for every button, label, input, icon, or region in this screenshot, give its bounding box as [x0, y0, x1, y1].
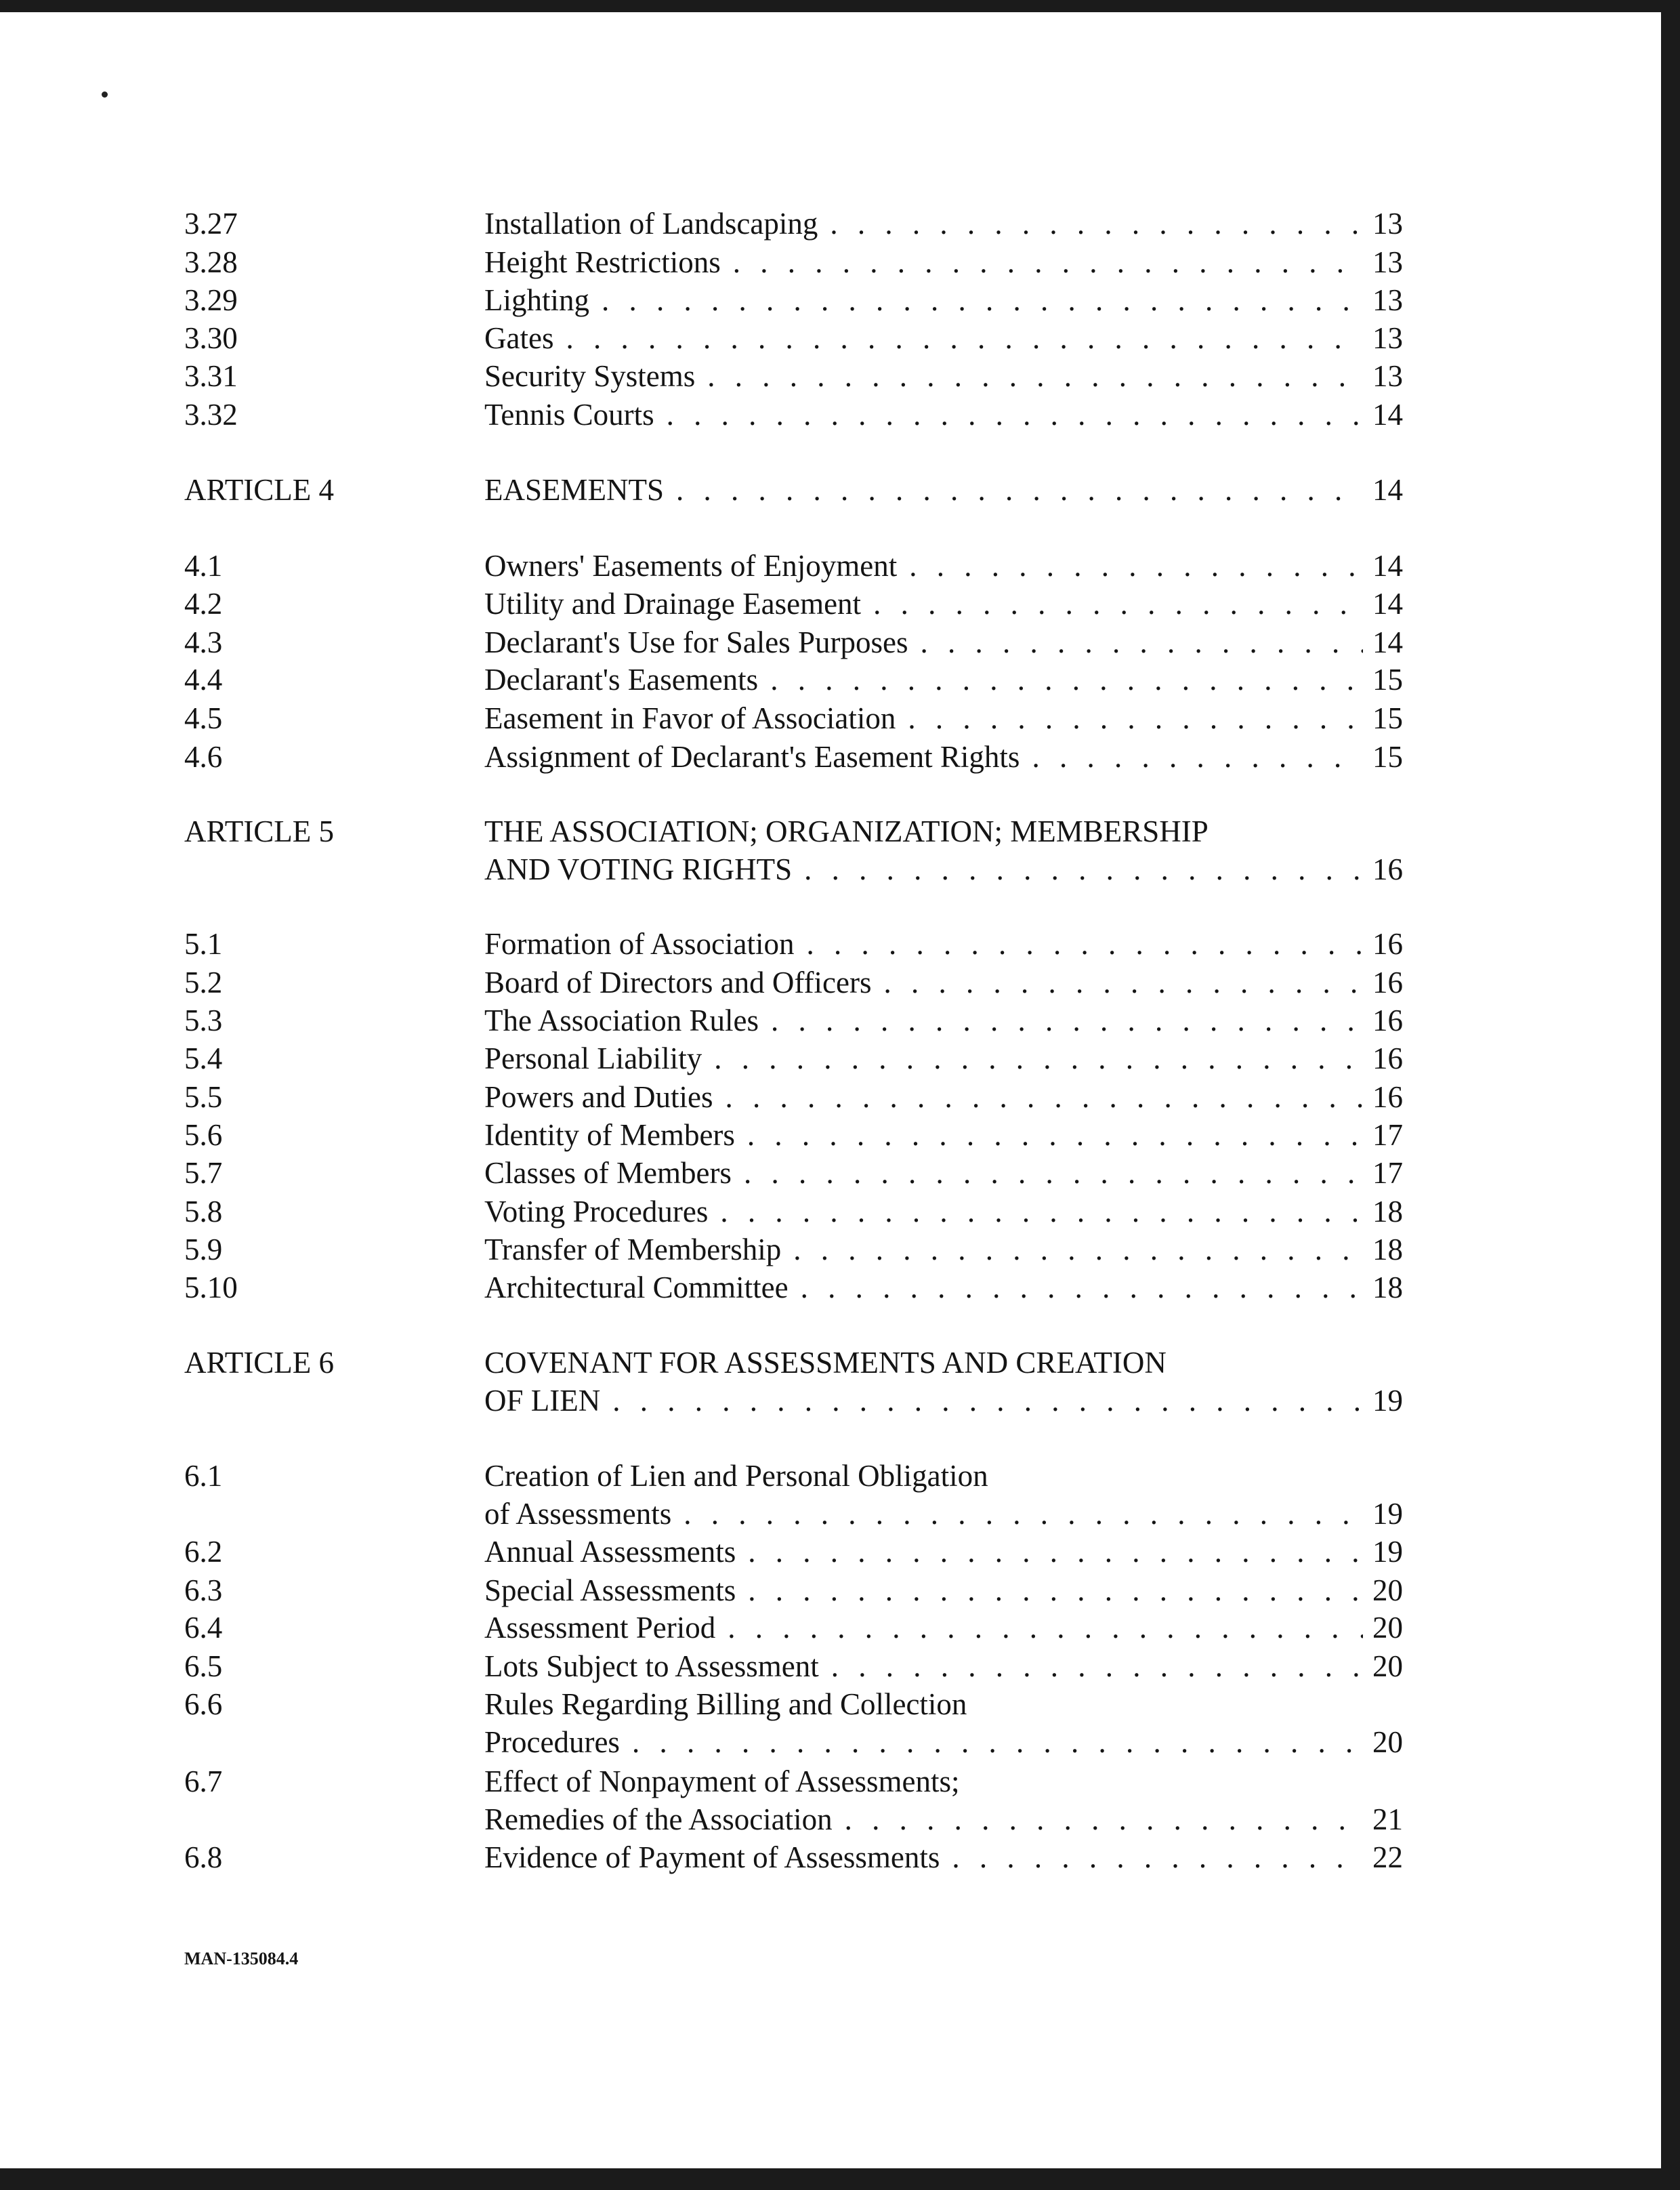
toc-entry-page: 14 [1372, 587, 1403, 621]
toc-entry-page: 17 [1372, 1118, 1403, 1152]
toc-entry-title-line1: Rules Regarding Billing and Collection [484, 1687, 967, 1721]
toc-entry-page: 20 [1372, 1573, 1403, 1607]
toc-entry-page: 18 [1372, 1233, 1403, 1266]
toc-entry-line [484, 545, 1403, 586]
dot-leader [667, 394, 1363, 435]
toc-entry-title: Declarant's Use for Sales Purposes [484, 625, 908, 659]
toc-entry-page: 14 [1372, 398, 1403, 432]
toc-entry [0, 924, 1680, 964]
dot-leader [771, 1000, 1363, 1041]
toc-entry-number: 5.5 [184, 1080, 223, 1114]
toc-entry-page: 22 [1372, 1840, 1403, 1874]
toc-entry-title: Voting Procedures [484, 1195, 709, 1228]
toc-entry-line [484, 1837, 1403, 1878]
toc-entry [0, 470, 1680, 510]
dot-leader [806, 924, 1363, 964]
toc-entry-number: 6.6 [184, 1687, 223, 1721]
toc-entry-number: 6.5 [184, 1649, 223, 1683]
toc-entry-page: 13 [1372, 283, 1403, 317]
toc-entry-number: 4.5 [184, 701, 223, 735]
toc-entry [0, 1115, 1680, 1155]
toc-entry-title: Architectural Committee [484, 1270, 789, 1304]
toc-entry-title: Classes of Members [484, 1156, 732, 1190]
dot-leader [612, 1380, 1363, 1421]
toc-entry-number: 3.29 [184, 283, 238, 317]
toc-entry-line [484, 470, 1403, 510]
toc-entry-page: 19 [1372, 1497, 1403, 1531]
dot-leader [873, 583, 1363, 624]
toc-entry-title: Gates [484, 321, 554, 355]
toc-entry-line [484, 1229, 1403, 1270]
toc-entry-line [484, 1000, 1403, 1041]
dot-leader [909, 545, 1363, 586]
toc-entry [0, 1646, 1680, 1687]
dot-leader [804, 849, 1363, 890]
toc-entry-title: of Assessments [484, 1497, 672, 1531]
toc-entry-title-line1: Effect of Nonpayment of Assessments; [484, 1764, 960, 1798]
toc-entry-title: Tennis Courts [484, 398, 654, 432]
toc-entry-title: Evidence of Payment of Assessments [484, 1840, 940, 1874]
dot-leader [770, 659, 1363, 700]
toc-entry-line [484, 1038, 1403, 1079]
toc-entry [0, 1346, 1680, 1421]
toc-entry-page: 21 [1372, 1802, 1403, 1836]
toc-entry-line [484, 737, 1403, 777]
dot-leader [725, 1077, 1363, 1117]
toc-entry-page: 16 [1372, 1041, 1403, 1075]
toc-entry-number: 6.3 [184, 1573, 223, 1607]
toc-entry-line [484, 356, 1403, 396]
toc-entry-number: 5.1 [184, 927, 223, 961]
toc-entry-number: 6.4 [184, 1611, 223, 1645]
toc-entry-number: 5.6 [184, 1118, 223, 1152]
toc-entry-title-line1: THE ASSOCIATION; ORGANIZATION; MEMBERSHIP [484, 814, 1209, 848]
toc-entry-line [484, 962, 1403, 1003]
toc-entry-title-line1: COVENANT FOR ASSESSMENTS AND CREATION [484, 1346, 1167, 1380]
document-code: MAN-135084.4 [184, 1949, 299, 1968]
dot-leader [714, 1038, 1363, 1079]
toc-entry-line [484, 242, 1403, 283]
toc-entry-line [484, 394, 1403, 435]
toc-entry-title: Personal Liability [484, 1041, 702, 1075]
toc-entry-title: OF LIEN [484, 1384, 601, 1418]
toc-entry-page: 18 [1372, 1270, 1403, 1304]
toc-entry [0, 1267, 1680, 1308]
dot-leader [632, 1722, 1363, 1762]
toc-entry-line [484, 1531, 1403, 1572]
dot-leader [747, 1115, 1363, 1155]
dot-leader [793, 1229, 1363, 1270]
toc-entry-line [484, 1191, 1403, 1232]
toc-entry-line [484, 1267, 1403, 1308]
toc-entry [0, 659, 1680, 700]
toc-entry-page: 14 [1372, 625, 1403, 659]
toc-entry-title: Owners' Easements of Enjoyment [484, 549, 898, 583]
toc-entry [0, 1687, 1680, 1762]
toc-entry-page: 19 [1372, 1535, 1403, 1569]
toc-entry-title: Remedies of the Association [484, 1802, 833, 1836]
toc-entry-title: Security Systems [484, 359, 696, 393]
toc-entry-page: 20 [1372, 1725, 1403, 1759]
toc-entry [0, 1191, 1680, 1232]
dot-leader [952, 1837, 1363, 1878]
toc-entry [0, 622, 1680, 663]
toc-entry-page: 16 [1372, 927, 1403, 961]
toc-entry-line [484, 1570, 1403, 1611]
dot-leader [748, 1531, 1363, 1572]
toc-entry-page: 19 [1372, 1384, 1403, 1418]
toc-entry-number: 5.4 [184, 1041, 223, 1075]
toc-entry-number: ARTICLE 4 [184, 473, 335, 507]
toc-entry-title: Assessment Period [484, 1611, 716, 1645]
toc-entry-title: Formation of Association [484, 927, 795, 961]
dot-leader [744, 1153, 1363, 1193]
dot-leader [883, 962, 1363, 1003]
toc-entry-line [484, 1646, 1403, 1687]
toc-entry [0, 1038, 1680, 1079]
toc-entry-title: AND VOTING RIGHTS [484, 852, 793, 886]
dot-leader [728, 1607, 1363, 1648]
toc-entry-title: Transfer of Membership [484, 1233, 782, 1266]
toc-entry-page: 16 [1372, 966, 1403, 999]
toc-entry-title: EASEMENTS [484, 473, 665, 507]
dot-leader [801, 1267, 1363, 1308]
toc-entry [0, 280, 1680, 321]
toc-entry-line [484, 659, 1403, 700]
toc-entry-title: Assignment of Declarant's Easement Rights [484, 740, 1020, 774]
toc-entry-line [484, 622, 1403, 663]
toc-entry [0, 318, 1680, 358]
toc-entry-page: 13 [1372, 245, 1403, 279]
toc-entry [0, 356, 1680, 396]
toc-entry-line [484, 280, 1403, 321]
toc-entry [0, 1837, 1680, 1878]
toc-entry [0, 545, 1680, 586]
toc-entry-title: Easement in Favor of Association [484, 701, 896, 735]
dot-leader [684, 1493, 1363, 1534]
toc-entry-page: 17 [1372, 1156, 1403, 1190]
toc-entry-page: 13 [1372, 207, 1403, 241]
toc-entry [0, 242, 1680, 283]
toc-entry [0, 962, 1680, 1003]
toc-entry-page: 20 [1372, 1649, 1403, 1683]
toc-entry-page: 15 [1372, 740, 1403, 774]
toc-entry-line [484, 1115, 1403, 1155]
toc-entry-number: 5.10 [184, 1270, 238, 1304]
toc-entry-title: Utility and Drainage Easement [484, 587, 862, 621]
toc-entry [0, 203, 1680, 244]
dot-leader [830, 203, 1363, 244]
toc-entry-title: Powers and Duties [484, 1080, 713, 1114]
toc-entry-title: The Association Rules [484, 1004, 759, 1037]
toc-entry-number: 6.2 [184, 1535, 223, 1569]
dot-leader [748, 1570, 1363, 1611]
toc-entry-title: Identity of Members [484, 1118, 735, 1152]
toc-entry-page: 15 [1372, 701, 1403, 735]
toc-entry [0, 814, 1680, 890]
toc-entry [0, 1000, 1680, 1041]
toc-entry-number: 3.32 [184, 398, 238, 432]
toc-entry-page: 13 [1372, 321, 1403, 355]
toc-entry-number: 4.1 [184, 549, 223, 583]
dot-leader [602, 280, 1363, 321]
toc-entry [0, 737, 1680, 777]
toc-entry-line [484, 1153, 1403, 1193]
toc-entry-number: 5.3 [184, 1004, 223, 1037]
toc-entry-title: Board of Directors and Officers [484, 966, 872, 999]
toc-entry-number: 5.8 [184, 1195, 223, 1228]
toc-entry [0, 1229, 1680, 1270]
toc-entry-line [484, 203, 1403, 244]
dot-leader [1032, 737, 1363, 777]
toc-entry-number: 4.4 [184, 663, 223, 697]
dot-leader [720, 1191, 1363, 1232]
dot-leader [920, 622, 1363, 663]
toc-entry-page: 14 [1372, 549, 1403, 583]
toc-entry-title: Installation of Landscaping [484, 207, 818, 241]
toc-entry [0, 394, 1680, 435]
toc-entry-number: 5.2 [184, 966, 223, 999]
toc-entry-title: Lighting [484, 283, 589, 317]
toc-entry [0, 1531, 1680, 1572]
toc-entry [0, 583, 1680, 624]
toc-entry-number: 4.6 [184, 740, 223, 774]
toc-entry-number: 3.28 [184, 245, 238, 279]
toc-entry-line [484, 583, 1403, 624]
toc-entry-page: 20 [1372, 1611, 1403, 1645]
toc-entry [0, 698, 1680, 739]
toc-entry-number: 6.1 [184, 1459, 223, 1493]
toc-entry-title: Height Restrictions [484, 245, 721, 279]
toc-entry [0, 1570, 1680, 1611]
toc-entry-page: 13 [1372, 359, 1403, 393]
toc-entry-number: 3.31 [184, 359, 238, 393]
toc-entry-page: 18 [1372, 1195, 1403, 1228]
toc-entry-line [484, 1607, 1403, 1648]
toc-entry-line [484, 1077, 1403, 1117]
toc-entry [0, 1764, 1680, 1840]
toc-entry-title-line1: Creation of Lien and Personal Obligation [484, 1459, 988, 1493]
toc-entry-number: ARTICLE 6 [184, 1346, 335, 1380]
dot-leader [707, 356, 1363, 396]
toc-entry-line [484, 849, 1403, 890]
toc-entry-line [484, 318, 1403, 358]
toc-entry-line [484, 698, 1403, 739]
toc-entry-title: Declarant's Easements [484, 663, 759, 697]
toc-entry [0, 1153, 1680, 1193]
toc-entry-line [484, 1380, 1403, 1421]
toc-entry-title: Special Assessments [484, 1573, 736, 1607]
dot-leader [908, 698, 1363, 739]
toc-entry-number: 5.9 [184, 1233, 223, 1266]
toc-entry-line [484, 1799, 1403, 1840]
toc-entry-title: Annual Assessments [484, 1535, 736, 1569]
dot-leader [845, 1799, 1363, 1840]
dot-leader [831, 1646, 1363, 1687]
toc-entry-number: 4.2 [184, 587, 223, 621]
toc-entry-number: 6.7 [184, 1764, 223, 1798]
dot-leader [733, 242, 1363, 283]
toc-entry-number: 3.30 [184, 321, 238, 355]
dot-leader [566, 318, 1363, 358]
toc-entry-line [484, 1493, 1403, 1534]
toc-entry-page: 14 [1372, 473, 1403, 507]
toc-entry-number: 6.8 [184, 1840, 223, 1874]
toc-entry-line [484, 924, 1403, 964]
toc-entry-title: Procedures [484, 1725, 620, 1759]
toc-entry [0, 1077, 1680, 1117]
toc-entry-number: 4.3 [184, 625, 223, 659]
toc-entry-page: 16 [1372, 852, 1403, 886]
toc-entry-page: 16 [1372, 1080, 1403, 1114]
toc-entry-page: 16 [1372, 1004, 1403, 1037]
toc-entry-title: Lots Subject to Assessment [484, 1649, 819, 1683]
toc-entry [0, 1607, 1680, 1648]
toc-entry-page: 15 [1372, 663, 1403, 697]
dot-leader [676, 470, 1363, 510]
toc-entry-number: 5.7 [184, 1156, 223, 1190]
toc-entry-line [484, 1722, 1403, 1762]
toc-entry-number: ARTICLE 5 [184, 814, 335, 848]
toc-entry-number: 3.27 [184, 207, 238, 241]
toc-entry [0, 1459, 1680, 1534]
